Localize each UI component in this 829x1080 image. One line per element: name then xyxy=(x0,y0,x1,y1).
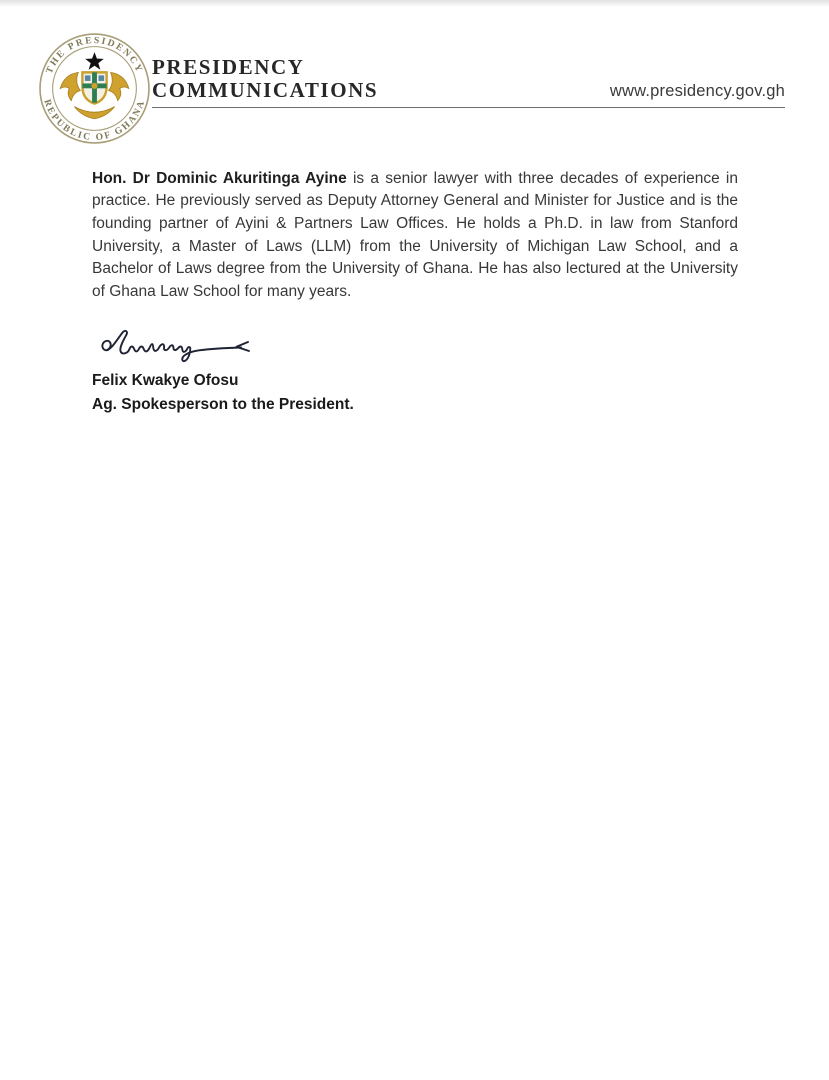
seal-arc-bottom-text: REPUBLIC OF GHANA xyxy=(41,97,148,144)
website-url: www.presidency.gov.gh xyxy=(609,82,785,100)
signatory-block xyxy=(92,369,354,416)
page-top-shadow xyxy=(0,0,829,7)
bio-text: is a senior lawyer with three decades of experience in practice. He previously served as Deputy Attorney General and Minister for Justice and is the founding partner of Ayini & Partners Law Offices. He holds a Ph.D. in law from Stanford University, a Master of Laws (LLM) from the University of Michigan Law School, and a Bachelor of Laws degree from the University of Ghana. He has also lectured at the University of Ghana Law School for many years. xyxy=(92,169,738,301)
presidency-seal-logo xyxy=(38,32,151,145)
org-title xyxy=(152,56,378,102)
signatory-name: Felix Kwakye Ofosu xyxy=(92,372,239,389)
bio-lead-name: Hon. Dr Dominic Akuritinga Ayine xyxy=(92,169,347,187)
header-divider xyxy=(152,107,785,108)
org-title-line2: COMMUNICATIONS xyxy=(152,78,379,102)
signature-image xyxy=(95,322,265,366)
signatory-title: Ag. Spokesperson to the President. xyxy=(92,395,354,413)
seal-arc-top-text: THE PRESIDENCY xyxy=(43,34,146,76)
org-title-line1: PRESIDENCY xyxy=(152,55,305,79)
bio-paragraph xyxy=(92,168,738,304)
